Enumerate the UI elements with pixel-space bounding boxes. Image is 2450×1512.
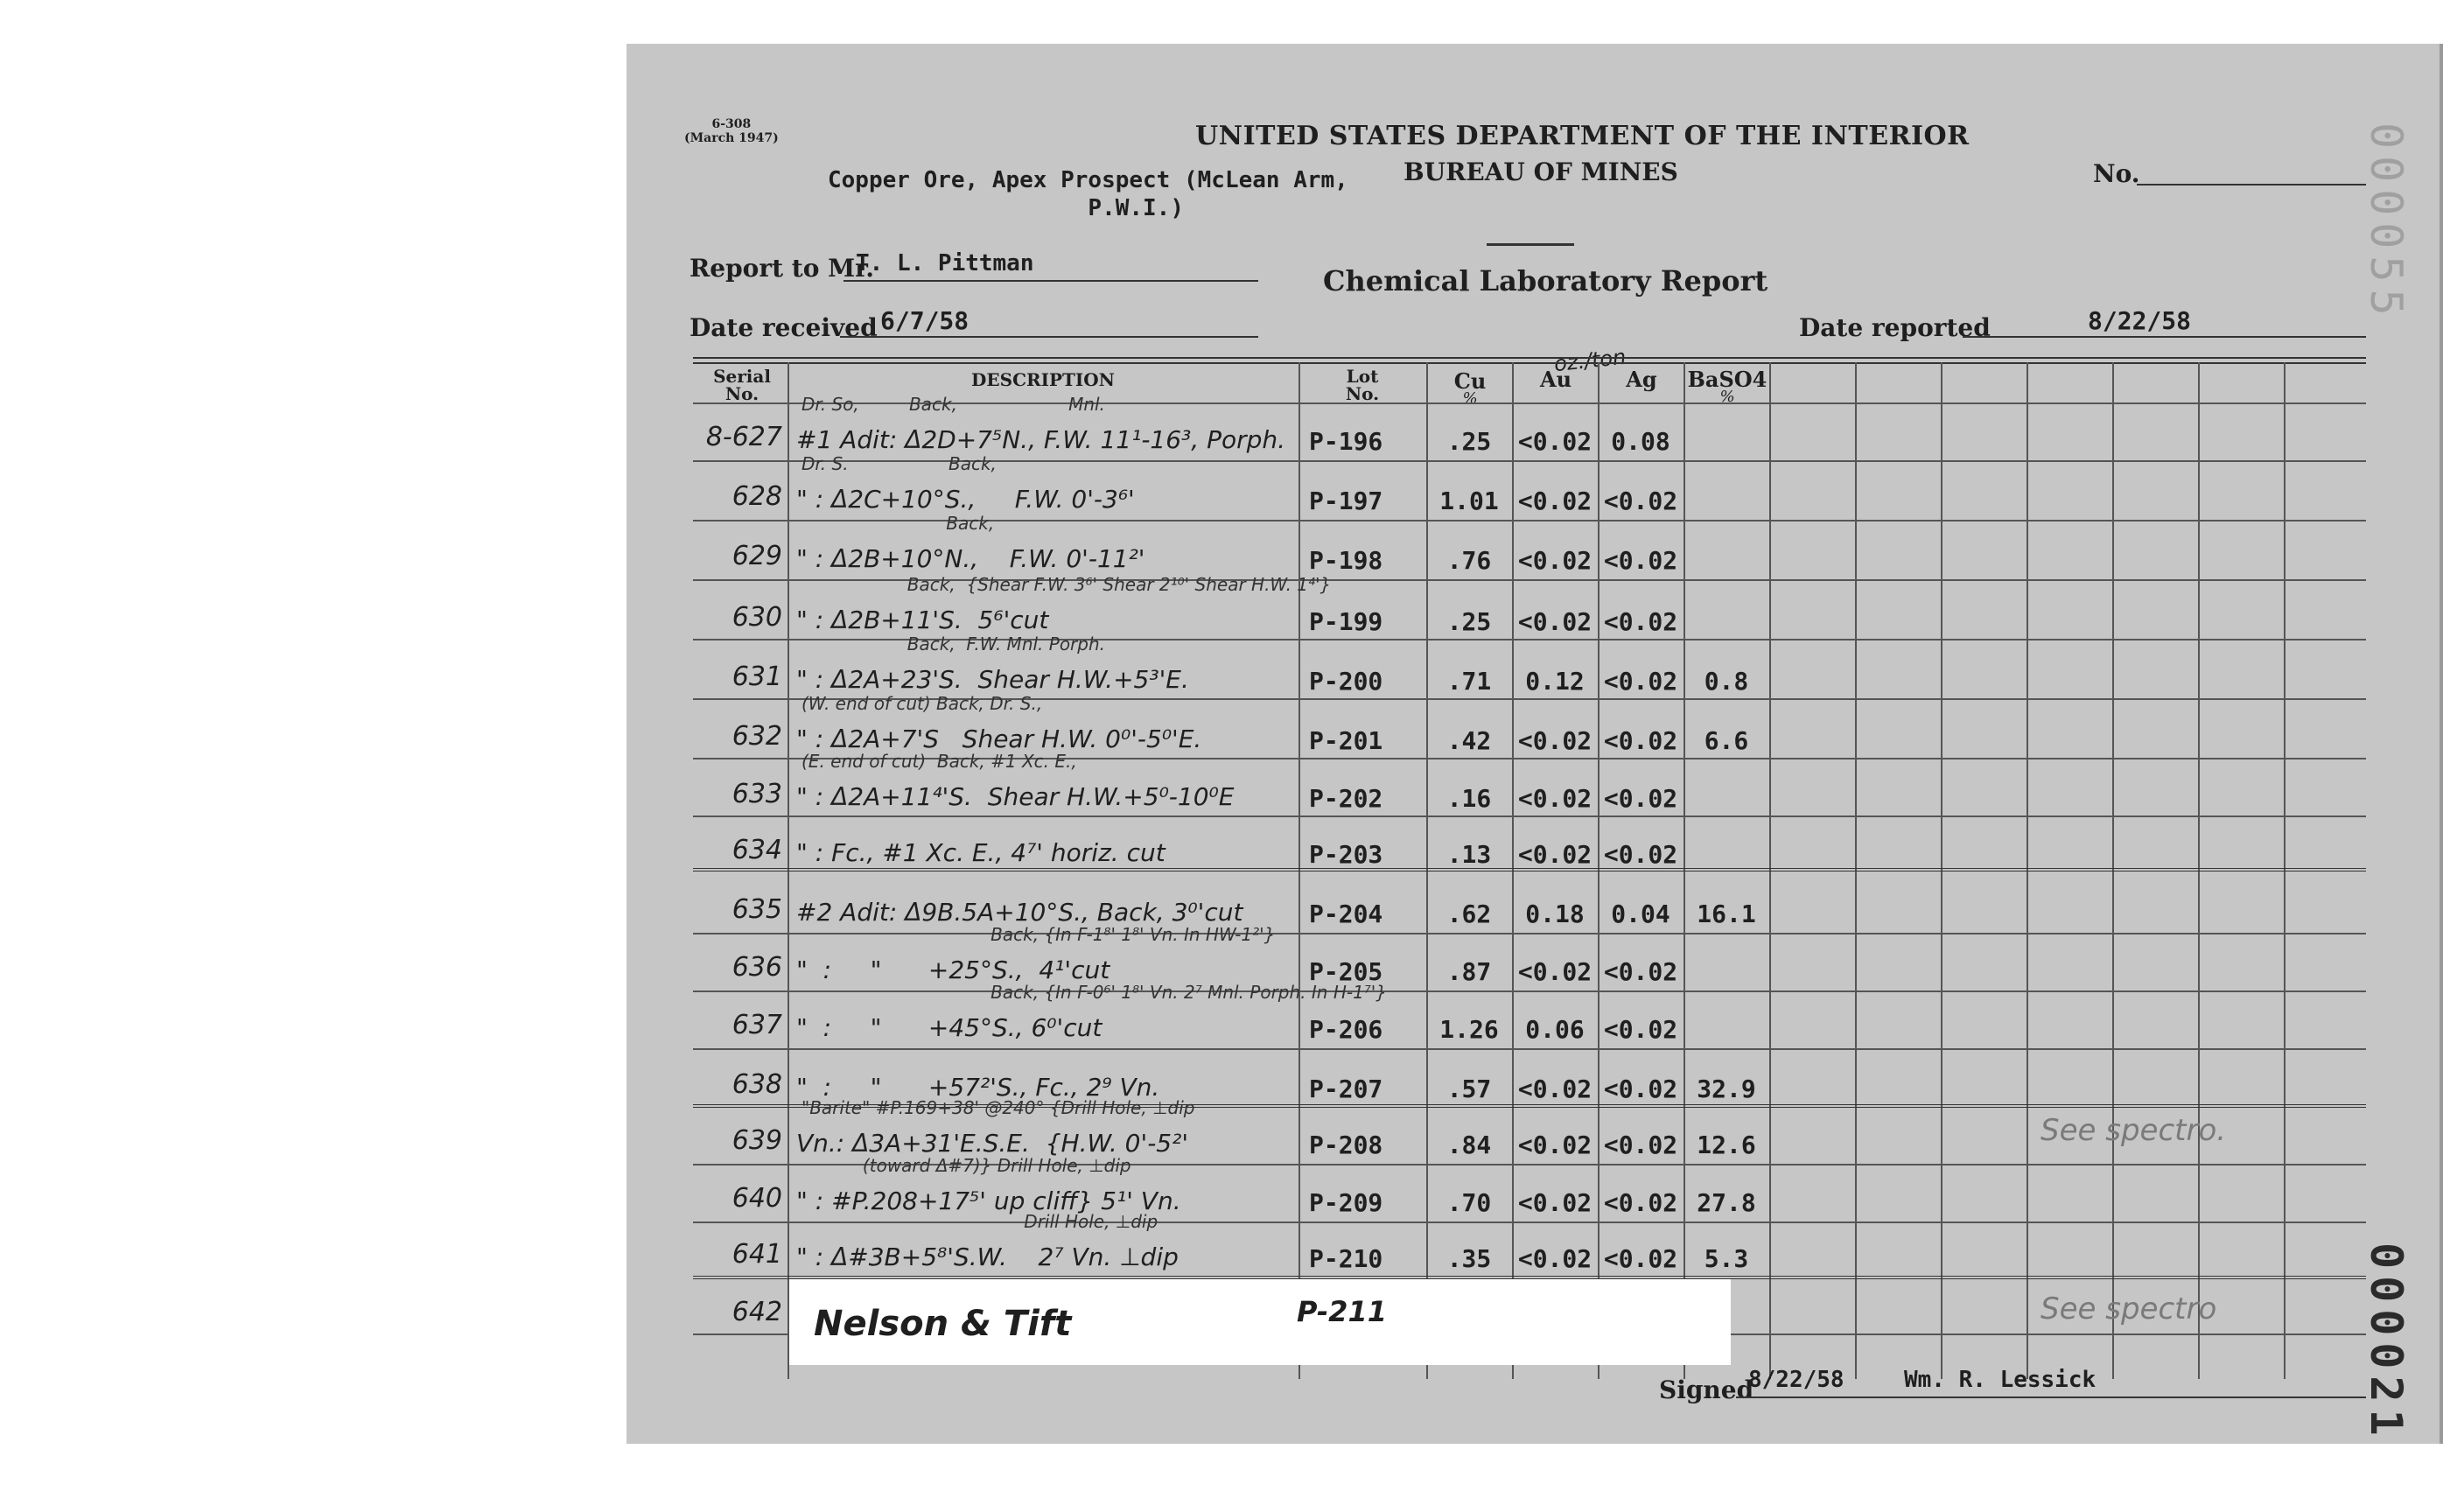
report-no-label: No. bbox=[2093, 159, 2140, 188]
baso4-value: 16.1 bbox=[1697, 900, 1756, 928]
description-note: Dr. S. Back, bbox=[802, 453, 997, 474]
ag-value: <0.02 bbox=[1603, 607, 1678, 636]
baso4-value: 5.3 bbox=[1704, 1244, 1749, 1273]
date-received-label: Date received bbox=[690, 313, 878, 342]
description-note: Dr. So, Back, Mnl. bbox=[802, 394, 1105, 415]
lot-number: P-206 bbox=[1309, 1015, 1383, 1044]
agency-name: UNITED STATES DEPARTMENT OF THE INTERIOR bbox=[1195, 121, 1970, 151]
description-text: " : Δ2B+11'S. 5⁶'cut bbox=[796, 606, 1049, 634]
cu-value: .13 bbox=[1446, 840, 1492, 869]
description-note: Back, bbox=[802, 513, 995, 534]
lot-number: P-197 bbox=[1309, 486, 1383, 515]
title-divider bbox=[1487, 243, 1574, 246]
ag-value: <0.02 bbox=[1603, 1074, 1678, 1103]
row-rule bbox=[693, 816, 2366, 817]
spectro-note-2: See spectro bbox=[2040, 1292, 2217, 1326]
lot-number: P-198 bbox=[1309, 546, 1383, 575]
serial-number: 642 bbox=[732, 1297, 782, 1327]
description-text: " : Δ2C+10°S., F.W. 0'-3⁶' bbox=[796, 485, 1135, 514]
description-note: (toward Δ#7)} Drill Hole, ⊥dip bbox=[802, 1155, 1131, 1176]
report-to-value: T. L. Pittman bbox=[856, 250, 1034, 276]
au-value: <0.02 bbox=[1517, 840, 1592, 869]
cu-value: .35 bbox=[1446, 1244, 1492, 1273]
serial-number: 632 bbox=[732, 721, 782, 752]
baso4-value: 12.6 bbox=[1697, 1130, 1756, 1159]
serial-number: 636 bbox=[732, 952, 782, 983]
description-note: Back, {Shear F.W. 3⁶' Shear 2¹⁰' Shear H.W. 1⁴'} bbox=[802, 574, 1332, 595]
ag-value: <0.02 bbox=[1603, 784, 1678, 813]
date-reported-label: Date reported bbox=[1799, 313, 1991, 342]
description-text: " : " +25°S., 4¹'cut bbox=[796, 956, 1110, 984]
ag-value: <0.02 bbox=[1603, 840, 1678, 869]
serial-number: 638 bbox=[732, 1069, 782, 1100]
cu-value: .84 bbox=[1446, 1130, 1492, 1159]
cu-value: .76 bbox=[1446, 546, 1492, 575]
header-description: DESCRIPTION bbox=[971, 369, 1115, 390]
report-no-line bbox=[2137, 184, 2366, 186]
description-text: " : Δ2A+11⁴'S. Shear H.W.+5⁰-10⁰E bbox=[796, 782, 1235, 811]
sticker-lot: P-211 bbox=[1297, 1295, 1387, 1328]
au-value: <0.02 bbox=[1517, 1130, 1592, 1159]
form-number bbox=[684, 117, 779, 145]
serial-number: 633 bbox=[732, 779, 782, 809]
lot-number: P-202 bbox=[1309, 784, 1383, 813]
lot-number: P-204 bbox=[1309, 900, 1383, 928]
cu-value: .70 bbox=[1446, 1188, 1492, 1217]
baso4-value: 27.8 bbox=[1697, 1188, 1756, 1217]
au-value: <0.02 bbox=[1517, 726, 1592, 755]
serial-number: 629 bbox=[732, 541, 782, 571]
header-baso4-unit: % bbox=[1719, 388, 1735, 406]
serial-number: 635 bbox=[732, 894, 782, 925]
ag-value: <0.02 bbox=[1603, 486, 1678, 515]
header-lot: Lot No. bbox=[1345, 366, 1380, 404]
au-value: <0.02 bbox=[1517, 784, 1592, 813]
description-note: Back, {In F-1⁸' 1⁸' Vn. In HW-1²'} bbox=[802, 924, 1276, 945]
header-au: Au bbox=[1539, 367, 1572, 392]
header-ag: Ag bbox=[1626, 367, 1657, 392]
form-number-value: 6-308 bbox=[711, 117, 752, 131]
signed-date: 8/22/58 bbox=[1748, 1367, 1844, 1393]
serial-number: 639 bbox=[732, 1125, 782, 1156]
table-top-rule bbox=[693, 357, 2366, 359]
ag-value: <0.02 bbox=[1603, 1244, 1678, 1273]
ag-value: <0.02 bbox=[1603, 1188, 1678, 1217]
lot-number: P-201 bbox=[1309, 726, 1383, 755]
report-to-line bbox=[844, 280, 1258, 282]
table-top-rule-2 bbox=[693, 362, 2366, 364]
description-note: (W. end of cut) Back, Dr. S., bbox=[802, 693, 1043, 714]
description-note: Drill Hole, ⊥dip bbox=[802, 1211, 1158, 1232]
scan-margin bbox=[0, 0, 597, 1512]
ag-value: 0.04 bbox=[1611, 900, 1670, 928]
sticker-name: Nelson & Tift bbox=[814, 1304, 1072, 1344]
description-text: #2 Adit: Δ9B.5A+10°S., Back, 3⁰'cut bbox=[796, 898, 1243, 927]
archive-stamp-top: 000055 bbox=[2361, 122, 2412, 323]
cu-value: .62 bbox=[1446, 900, 1492, 928]
au-value: 0.12 bbox=[1525, 667, 1585, 696]
pasted-label bbox=[789, 1279, 1731, 1365]
description-note: "Barite" #P.169+38' @240° {Drill Hole, ⊥dip bbox=[802, 1097, 1195, 1118]
description-text: " : " +57²'S., Fc., 2⁹ Vn. bbox=[796, 1073, 1160, 1102]
description-text: #1 Adit: Δ2D+7⁵N., F.W. 11¹-16³, Porph. bbox=[796, 425, 1286, 454]
ag-value: <0.02 bbox=[1603, 957, 1678, 986]
serial-number: 634 bbox=[732, 835, 782, 865]
serial-number: 8-627 bbox=[705, 422, 782, 452]
cu-value: .57 bbox=[1446, 1074, 1492, 1103]
cu-value: 1.26 bbox=[1439, 1015, 1499, 1044]
au-value: <0.02 bbox=[1517, 486, 1592, 515]
cu-value: .71 bbox=[1446, 667, 1492, 696]
au-value: <0.02 bbox=[1517, 1244, 1592, 1273]
report-title: Chemical Laboratory Report bbox=[1323, 264, 1768, 298]
lot-number: P-200 bbox=[1309, 667, 1383, 696]
description-text: " : Δ2B+10°N., F.W. 0'-11²' bbox=[796, 544, 1145, 573]
serial-number: 641 bbox=[732, 1239, 782, 1270]
lot-number: P-203 bbox=[1309, 840, 1383, 869]
description-text: Vn.: Δ3A+31'E.S.E. {H.W. 0'-5²' bbox=[796, 1129, 1189, 1158]
baso4-value: 32.9 bbox=[1697, 1074, 1756, 1103]
ag-value: 0.08 bbox=[1611, 427, 1670, 456]
header-cu-unit: % bbox=[1462, 389, 1478, 408]
serial-number: 631 bbox=[732, 662, 782, 692]
date-received-line bbox=[840, 336, 1258, 338]
cu-value: .42 bbox=[1446, 726, 1492, 755]
description-text: " : Δ2A+7'S Shear H.W. 0⁰'-5⁰'E. bbox=[796, 724, 1202, 753]
serial-number: 637 bbox=[732, 1010, 782, 1040]
cu-value: .25 bbox=[1446, 607, 1492, 636]
baso4-value: 6.6 bbox=[1704, 726, 1749, 755]
ag-value: <0.02 bbox=[1603, 726, 1678, 755]
archive-stamp-bottom: 000021 bbox=[2361, 1242, 2412, 1443]
serial-number: 640 bbox=[732, 1183, 782, 1214]
serial-number: 628 bbox=[732, 481, 782, 512]
au-value: 0.06 bbox=[1525, 1015, 1585, 1044]
ag-value: <0.02 bbox=[1603, 1015, 1678, 1044]
description-text: " : Δ#3B+5⁸'S.W. 2⁷ Vn. ⊥dip bbox=[796, 1242, 1179, 1271]
signed-name: Wm. R. Lessick bbox=[1904, 1367, 2096, 1393]
lot-number: P-205 bbox=[1309, 957, 1383, 986]
ag-value: <0.02 bbox=[1603, 667, 1678, 696]
header-baso4-label: BaSO4 bbox=[1687, 367, 1768, 392]
cu-value: .87 bbox=[1446, 957, 1492, 986]
lot-number: P-210 bbox=[1309, 1244, 1383, 1273]
header-baso4 bbox=[1685, 367, 1769, 406]
lot-number: P-209 bbox=[1309, 1188, 1383, 1217]
description-text: " : Δ2A+23'S. Shear H.W.+5³'E. bbox=[796, 665, 1189, 694]
date-reported-value: 8/22/58 bbox=[2088, 306, 2192, 335]
description-text: " : " +45°S., 6⁰'cut bbox=[796, 1013, 1102, 1042]
ag-value: <0.02 bbox=[1603, 1130, 1678, 1159]
row-rule bbox=[693, 1048, 2366, 1050]
signed-label: Signed bbox=[1659, 1376, 1754, 1404]
sample-subject: Copper Ore, Apex Prospect (McLean Arm, P.W.I.) bbox=[828, 167, 1348, 221]
spectro-note: See spectro. bbox=[2040, 1113, 2227, 1148]
header-cu-label: Cu bbox=[1453, 368, 1487, 394]
au-value: <0.02 bbox=[1517, 607, 1592, 636]
description-note: (E. end of cut) Back, #1 Xc. E., bbox=[802, 751, 1077, 772]
description-text: " : #P.208+17⁵' up cliff} 5¹' Vn. bbox=[796, 1186, 1181, 1215]
lot-number: P-199 bbox=[1309, 607, 1383, 636]
lab-report-sheet bbox=[626, 44, 2443, 1444]
au-value: <0.02 bbox=[1517, 546, 1592, 575]
bureau-name: BUREAU OF MINES bbox=[1404, 158, 1678, 186]
au-value: <0.02 bbox=[1517, 1188, 1592, 1217]
au-value: <0.02 bbox=[1517, 957, 1592, 986]
lot-number: P-207 bbox=[1309, 1074, 1383, 1103]
description-text: " : Fc., #1 Xc. E., 4⁷' horiz. cut bbox=[796, 838, 1166, 867]
date-reported-line bbox=[1963, 336, 2366, 338]
description-note: Back, F.W. Mnl. Porph. bbox=[802, 634, 1106, 654]
au-value: 0.18 bbox=[1525, 900, 1585, 928]
au-value: <0.02 bbox=[1517, 1074, 1592, 1103]
baso4-value: 0.8 bbox=[1704, 667, 1749, 696]
signed-line bbox=[1736, 1396, 2366, 1398]
header-serial: Serial No. bbox=[713, 366, 771, 404]
cu-value: 1.01 bbox=[1439, 486, 1499, 515]
cu-value: .16 bbox=[1446, 784, 1492, 813]
unit-note-oz-ton: oz./ton bbox=[1552, 344, 1628, 377]
serial-number: 630 bbox=[732, 602, 782, 633]
lot-number: P-208 bbox=[1309, 1130, 1383, 1159]
description-note: Back, {In F-0⁶' 1⁸' Vn. 2⁷ Mnl. Porph. In H-1⁷'} bbox=[802, 982, 1388, 1003]
ag-value: <0.02 bbox=[1603, 546, 1678, 575]
cu-value: .25 bbox=[1446, 427, 1492, 456]
report-to-label: Report to Mr. bbox=[690, 254, 875, 283]
au-value: <0.02 bbox=[1517, 427, 1592, 456]
form-edition: (March 1947) bbox=[684, 131, 779, 145]
date-received-value: 6/7/58 bbox=[880, 306, 970, 335]
lot-number: P-196 bbox=[1309, 427, 1383, 456]
